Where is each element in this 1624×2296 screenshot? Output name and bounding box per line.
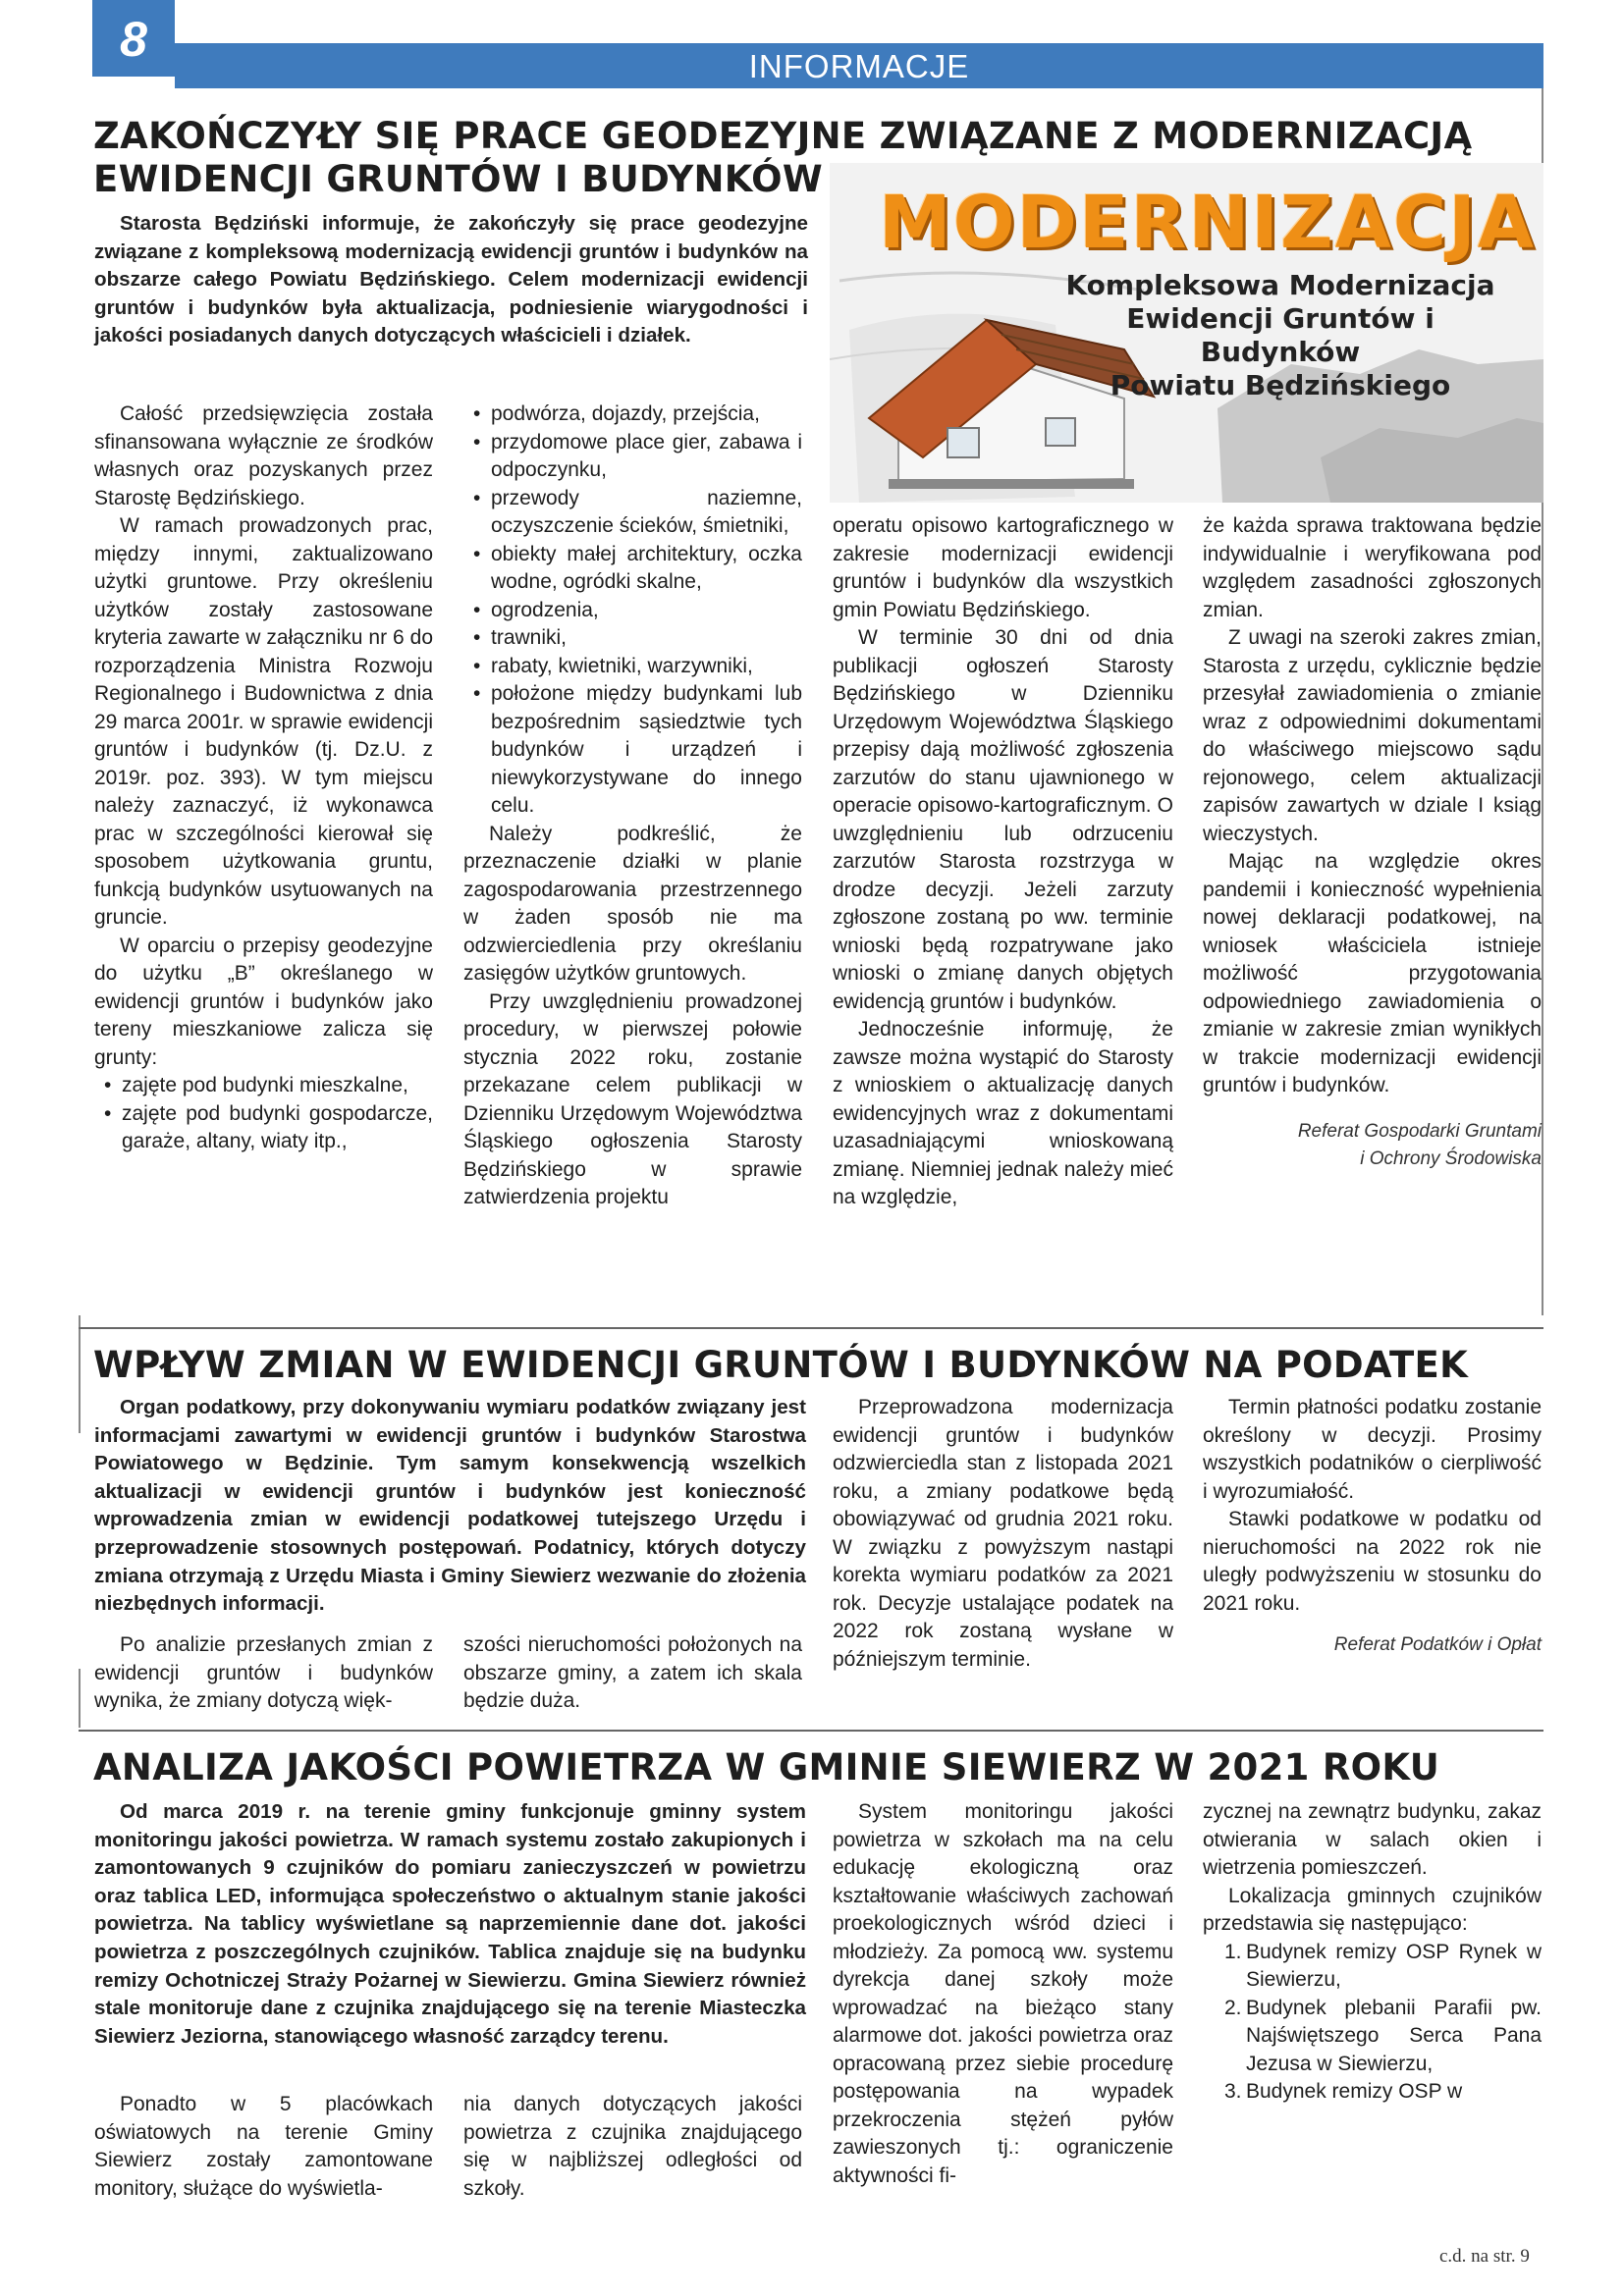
list-item: • zajęte pod budynki mieszkalne,	[94, 1072, 433, 1100]
article1-col1-p2: W ramach prowadzonych prac, między innymi, zaktualizowano użytki gruntowe. Przy określeniu użytków zostały zastosowane kryteria zawarte w załączniku nr 6 do rozporządzenia Ministra Rozwoju Regionalnego i Budownictwa z dnia 29 marca 2001r. w sprawie ewidencji gruntów i budynków (tj. Dz.U. z 2019r. poz. 393). W tym miejscu należy zaznaczyć, iż wykonawca prac w szczególności kierował się sposobem użytkowania gruntu, funkcją budynków usytuowanych na gruncie.	[94, 514, 433, 929]
banner-word: MODERNIZACJA	[879, 181, 1537, 265]
article3-title: ANALIZA JAKOŚCI POWIETRZA W GMINIE SIEWIERZ W 2021 ROKU	[93, 1746, 1440, 1789]
article3-col2-p1: nia danych dotyczących jakości powietrza z czujnika znajdującego się w najbliższej odległości od szkoły.	[463, 2093, 802, 2200]
article2-col3-p1: Przeprowadzona modernizacja ewidencji gruntów i budynków odzwierciedla stan z listopada 2021 roku, a zmiany podatkowe będą obowiązywać od grudnia 2021 roku. W związku z powyższym nastąpi korekta wymiaru podatków za 2021 rok. Decyzje ustalające podatek na 2022 rok zostaną wysłane w późniejszym terminie.	[833, 1396, 1173, 1671]
article-divider-1	[79, 1327, 1543, 1329]
article1-col4-p1: że każda sprawa traktowana będzie indywidualnie i weryfikowana pod względem zasadności zgłoszonych zmian.	[1203, 514, 1542, 621]
article1-lead-text: Starosta Będziński informuje, że zakończyły się prace geodezyjne związane z kompleksową modernizacją ewidencji gruntów i budynków na obszarze całego Powiatu Będzińskiego. Celem modernizacji ewidencji gruntów i budynków była aktualizacja, podniesienie wiarygodności i jakości posiadanych danych dotyczących właścicieli i działek.	[94, 212, 808, 347]
banner-subtitle-line2: Ewidencji Gruntów i Budynków	[1126, 302, 1435, 368]
article3-lead-text: Od marca 2019 r. na terenie gminy funkcjonuje gminny system monitoringu jakości powietrza. W ramach systemu zostało zakupionych i zamontowanych 9 czujników do pomiaru zanieczyszczeń w powietrzu oraz tablica LED, informująca społeczeństwo o aktualnym stanie jakości powietrza. Na tablicy wyświetlane są naprzemiennie dane dot. jakości powietrza z poszczególnych czujników. Tablica znajduje się na budynku remizy Ochotniczej Straży Pożarnej w Siewierzu. Gmina Siewierz również stale monitoruje dane z czujnika znajdującego się na terenie Miasteczka Siewierz Jeziorna, stanowiącego własność zarządcy terenu.	[94, 1800, 806, 2048]
list-item: • ogrodzenia,	[463, 597, 802, 625]
list-item-text: Budynek remizy OSP w	[1246, 2080, 1463, 2103]
continued-note: c.d. na str. 9	[1439, 2246, 1530, 2267]
article3-col3-p1: System monitoringu jakości powietrza w szkołach ma na celu edukację ekologiczną oraz kształtowanie właściwych zachowań proekologicznych wśród dzieci i młodzieży. Za pomocą ww. systemu dyrekcja danej szkoły może wprowadzać na bieżąco stany alarmowe dot. jakości powietrza oraz opracowaną przez siebie procedurę postępowania na wypadek przekroczenia stężeń pyłów zawieszonych tj.: ograniczenie aktywności fi-	[833, 1800, 1173, 2187]
article2-col4-p1: Termin płatności podatku zostanie określony w decyzji. Prosimy wszystkich podatników o cierpliwość i wyrozumiałość.	[1203, 1396, 1542, 1503]
article1-col2-list	[463, 400, 802, 821]
article1-lead	[94, 210, 808, 350]
article3-column-2	[463, 2091, 802, 2203]
article3-col4-p2: Lokalizacja gminnych czujników przedstawia się następująco:	[1203, 1884, 1542, 1935]
list-item-text: Budynek plebanii Parafii pw. Najświętszego Serca Pana Jezusa w Siewierzu,	[1246, 1996, 1542, 2075]
list-item: • położone między budynkami lub bezpośrednim sąsiedztwie tych budynków i urządzeń i niewykorzystywane do innego celu.	[463, 680, 802, 821]
article2-left-rule	[79, 1669, 81, 1728]
list-item-number: 1.	[1224, 1940, 1242, 1963]
article1-col4-p3: Mając na względzie okres pandemii i konieczność wypełnienia nowej deklaracji podatkowej, na wniosek właściciela istnieje możliwość przygotowania odpowiedniego zawiadomienia o zmianie w zakresie zmian wynikłych w trakcie modernizacji ewidencji gruntów i budynków.	[1203, 850, 1542, 1096]
list-item	[1224, 1995, 1542, 2079]
article2-lead	[94, 1394, 806, 1619]
article3-col1-p1: Ponadto w 5 placówkach oświatowych na terenie Gminy Siewierz zostały zamontowane monitory, służące do wyświetla-	[94, 2093, 433, 2200]
article1-signature-line2: i Ochrony Środowiska	[1360, 1148, 1542, 1169]
article2-title: WPŁYW ZMIAN W EWIDENCJI GRUNTÓW I BUDYNKÓW NA PODATEK	[93, 1344, 1469, 1386]
article3-column-3	[833, 1798, 1173, 2190]
article3-column-1	[94, 2091, 433, 2203]
article1-column-3	[833, 512, 1173, 1212]
list-item-text: Budynek remizy OSP Rynek w Siewierzu,	[1246, 1940, 1542, 1991]
article2-column-1	[94, 1631, 433, 1716]
list-item: • przewody naziemne, oczyszczenie ścieków, śmietniki,	[463, 485, 802, 541]
article2-signature: Referat Podatków i Opłat	[1333, 1634, 1542, 1655]
article3-lead	[94, 1798, 806, 2051]
article1-signature	[1203, 1118, 1542, 1173]
article1-col2-p2: Przy uwzględnieniu prowadzonej procedury, w pierwszej połowie stycznia 2022 roku, zostanie przekazane celem publikacji w Dzienniku Urzędowym Województwa Śląskiego ogłoszenia Starosty Będzińskiego w sprawie zatwierdzenia projektu	[463, 989, 802, 1208]
list-item: • obiekty małej architektury, oczka wodne, ogródki skalne,	[463, 541, 802, 597]
list-item: • podwórza, dojazdy, przejścia,	[463, 400, 802, 429]
article1-col4-p2: Z uwagi na szeroki zakres zmian, Starosta z urzędu, cyklicznie będzie przesyłał zawiadomienia o zmianie wraz z odpowiednimi dokumentami do właściwego miejscowo sądu rejonowego, celem aktualizacji zapisów zawartych w dziale I ksiąg wieczystych.	[1203, 626, 1542, 845]
article2-col4-p2: Stawki podatkowe w podatku od nieruchomości na 2022 rok nie uległy podwyższeniu w stosunku do 2021 roku.	[1203, 1508, 1542, 1615]
article1-col2-p1: Należy podkreślić, że przeznaczenie działki w planie zagospodarowania przestrzennego w żaden sposób nie ma odzwierciedlenia przy określaniu zasięgów użytków gruntowych.	[463, 822, 802, 985]
article1-col3-p1: operatu opisowo kartograficznego w zakresie modernizacji ewidencji gruntów i budynków dla wszystkich gmin Powiatu Będzińskiego.	[833, 514, 1173, 621]
article1-col3-p2: W terminie 30 dni od dnia publikacji ogłoszeń Starosty Będzińskiego w Dzienniku Urzędowym Województwa Śląskiego przepisy dają możliwość zgłoszenia zarzutów do stanu ujawnionego w operacie opisowo-kartograficznym. O uwzględnieniu lub odrzuceniu zarzutów Starosta rozstrzyga w drodze decyzji. Jeżeli zarzuty zgłoszone zostaną po ww. terminie wnioski będą rozpatrywane jako wnioski o zmianę danych objętych ewidencją gruntów i budynków.	[833, 626, 1173, 1013]
list-item: • trawniki,	[463, 624, 802, 653]
list-item-number: 2.	[1224, 1996, 1242, 2019]
article2-lead-text: Organ podatkowy, przy dokonywaniu wymiaru podatków związany jest informacjami zawartymi w ewidencji gruntów i budynków Starostwa Powiatowego w Będzinie. Tym samym konsekwencją wszelkich aktualizacji w ewidencji gruntów i budynków jest konieczność wprowadzenia zmian w ewidencji podatkowej tutejszego Urzędu i przeprowadzenie stosownych postępowań. Podatnicy, których dotyczy zmiana otrzymają z Urzędu Miasta i Gminy Siewierz wezwanie do złożenia niezbędnych informacji.	[94, 1396, 806, 1616]
article2-col1-p1: Po analizie przesłanych zmian z ewidencji gruntów i budynków wynika, że zmiany dotyczą więk-	[94, 1633, 433, 1712]
article2-column-4	[1203, 1394, 1542, 1659]
article2-col2-p1: szości nieruchomości położonych na obszarze gminy, a zatem ich skala będzie duża.	[463, 1633, 802, 1712]
list-item-number: 3.	[1224, 2080, 1242, 2103]
modernization-banner	[830, 163, 1543, 503]
banner-subtitle-line3: Powiatu Będzińskiego	[1110, 369, 1451, 401]
banner-subtitle	[1045, 269, 1516, 402]
list-item: • zajęte pod budynki gospodarcze, garaże, altany, wiaty itp.,	[94, 1100, 433, 1156]
article1-column-2	[463, 400, 802, 1212]
list-item	[1224, 1939, 1542, 1995]
article1-title-line2: EWIDENCJI GRUNTÓW I BUDYNKÓW	[93, 158, 823, 200]
article1-signature-line1: Referat Gospodarki Gruntami	[1297, 1120, 1542, 1142]
article1-left-rule	[79, 1315, 81, 1433]
article1-column-1	[94, 400, 433, 1156]
article3-sensor-list	[1203, 1939, 1542, 2107]
article1-col1-list	[94, 1072, 433, 1156]
page-number: 8	[92, 0, 175, 77]
banner-subtitle-line1: Kompleksowa Modernizacja	[1065, 269, 1495, 301]
article3-column-4	[1203, 1798, 1542, 2107]
section-header: INFORMACJE	[175, 43, 1543, 88]
list-item	[1224, 2078, 1542, 2107]
list-item: • przydomowe place gier, zabawa i odpoczynku,	[463, 429, 802, 485]
article1-col1-p3: W oparciu o przepisy geodezyjne do użytku „B” określanego w ewidencji gruntów i budynków jako tereny mieszkaniowe zalicza się grunty:	[94, 934, 433, 1069]
article1-title-line1: ZAKOŃCZYŁY SIĘ PRACE GEODEZYJNE ZWIĄZANE Z MODERNIZACJĄ	[93, 115, 1473, 157]
article2-column-3	[833, 1394, 1173, 1674]
article1-column-4	[1203, 512, 1542, 1173]
article2-column-2	[463, 1631, 802, 1716]
article-divider-2	[79, 1730, 1543, 1732]
article3-col4-p1: zycznej na zewnątrz budynku, zakaz otwierania w salach okien i wietrzenia pomieszczeń.	[1203, 1800, 1542, 1879]
article1-col3-p3: Jednocześnie informuję, że zawsze można wystąpić do Starosty z wnioskiem o aktualizację danych ewidencyjnych wraz z dokumentami uzasadniającymi wnioskowaną zmianę. Niemniej jednak należy mieć na względzie,	[833, 1018, 1173, 1208]
list-item: • rabaty, kwietniki, warzywniki,	[463, 653, 802, 681]
article1-col1-p1: Całość przedsięwzięcia została sfinansowana wyłącznie ze środków własnych oraz pozyskanych przez Starostę Będzińskiego.	[94, 402, 433, 509]
